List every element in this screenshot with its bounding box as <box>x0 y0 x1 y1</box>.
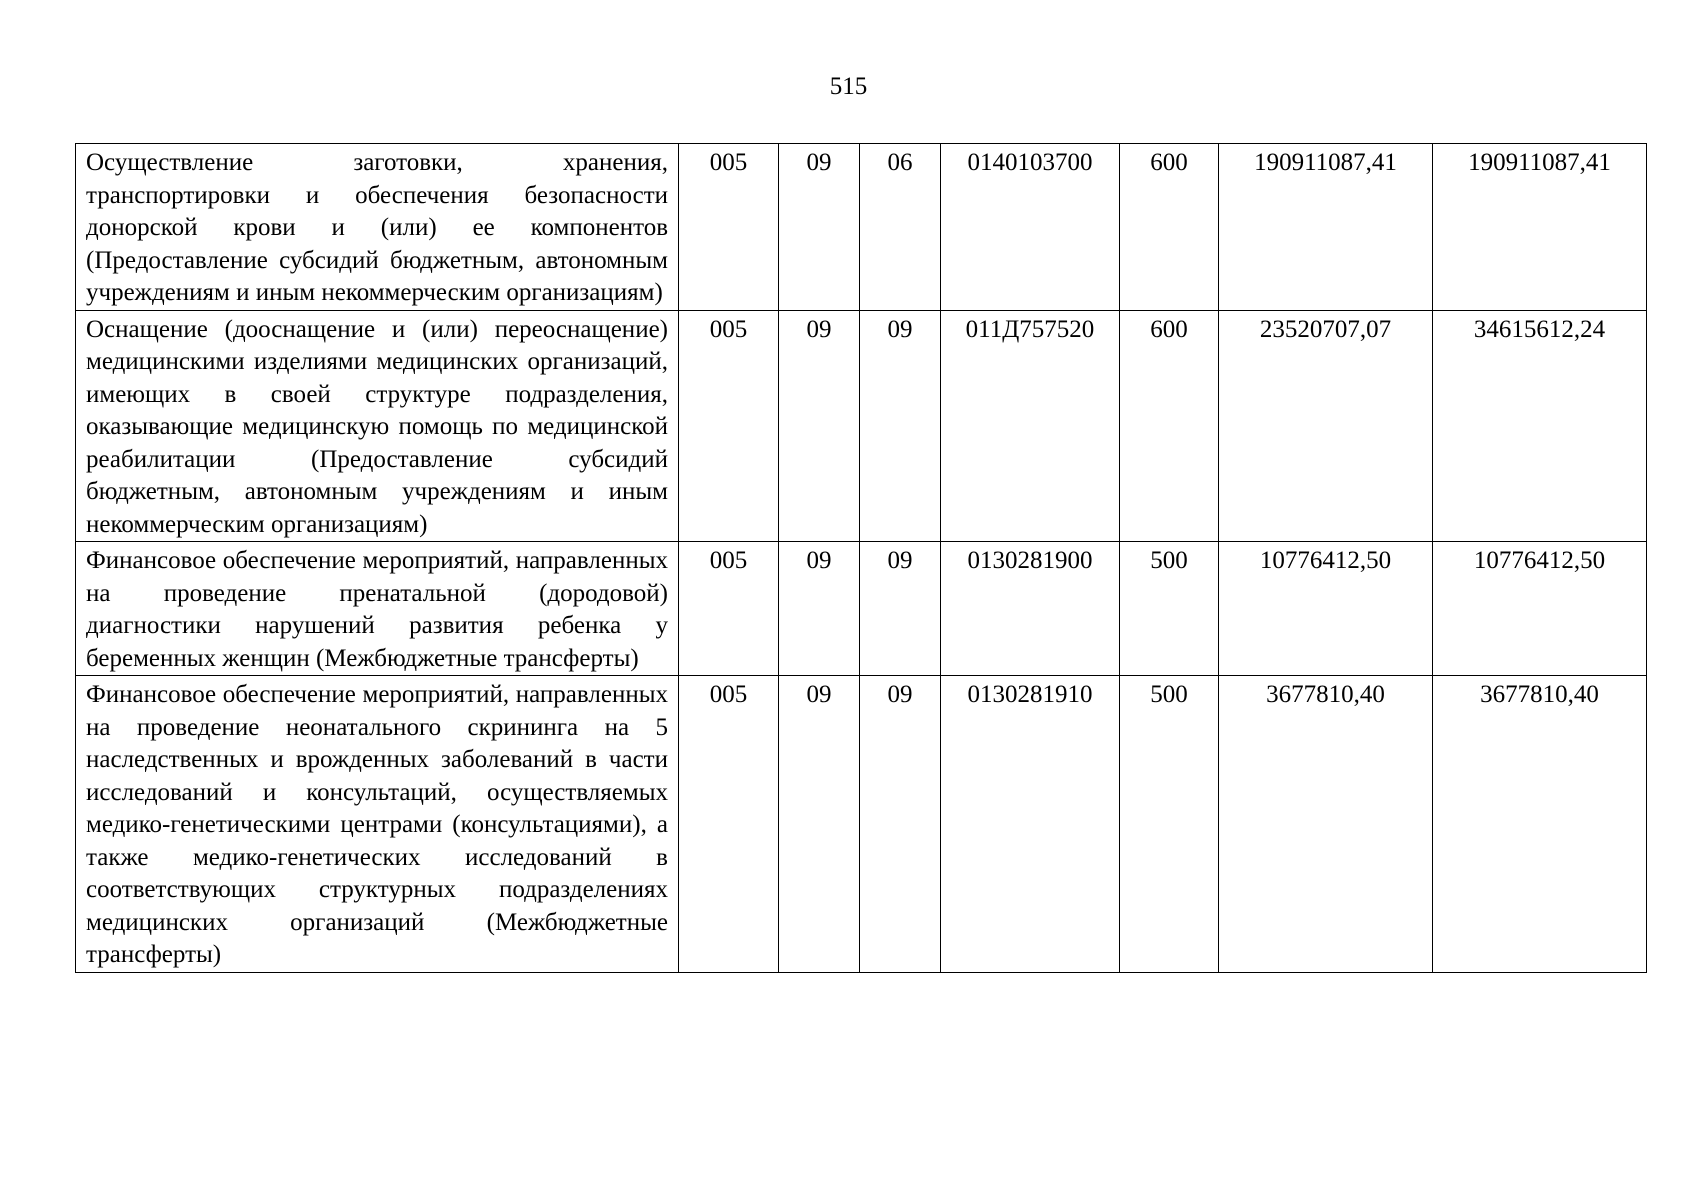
expense-type-code-cell: 500 <box>1120 676 1219 973</box>
subsection-code-cell: 09 <box>860 542 941 676</box>
table-row <box>76 542 1647 676</box>
expense-type-code-cell: 600 <box>1120 310 1219 542</box>
section-code-cell: 09 <box>779 542 860 676</box>
target-article-code-cell: 0130281910 <box>941 676 1120 973</box>
table-row <box>76 676 1647 973</box>
section-code-cell: 09 <box>779 676 860 973</box>
amount-second-cell: 3677810,40 <box>1433 676 1647 973</box>
ved-code-cell: 005 <box>679 144 779 311</box>
target-article-code-cell: 0140103700 <box>941 144 1120 311</box>
section-code-cell: 09 <box>779 310 860 542</box>
expense-type-code-cell: 600 <box>1120 144 1219 311</box>
amount-first-cell: 10776412,50 <box>1219 542 1433 676</box>
table-row <box>76 310 1647 542</box>
ved-code-cell: 005 <box>679 310 779 542</box>
amount-second-cell: 10776412,50 <box>1433 542 1647 676</box>
ved-code-cell: 005 <box>679 676 779 973</box>
amount-first-cell: 190911087,41 <box>1219 144 1433 311</box>
section-code-cell: 09 <box>779 144 860 311</box>
subsection-code-cell: 09 <box>860 310 941 542</box>
amount-second-cell: 34615612,24 <box>1433 310 1647 542</box>
budget-table <box>75 143 1647 973</box>
expense-type-code-cell: 500 <box>1120 542 1219 676</box>
amount-first-cell: 3677810,40 <box>1219 676 1433 973</box>
subsection-code-cell: 09 <box>860 676 941 973</box>
ved-code-cell: 005 <box>679 542 779 676</box>
target-article-code-cell: 011Д757520 <box>941 310 1120 542</box>
row-name-cell: Оснащение (дооснащение и (или) переоснащение) медицинскими изделиями медицинских организаций, имеющих в своей структуре подразделения, оказывающие медицинскую помощь по медицинской реабилитации (Предоставление субсидий бюджетным, автономным учреждениям и иным некоммерческим организациям) <box>76 310 679 542</box>
row-name-cell: Финансовое обеспечение мероприятий, направленных на проведение пренатальной (дородовой) диагностики нарушений развития ребенка у беременных женщин (Межбюджетные трансферты) <box>76 542 679 676</box>
page-number: 515 <box>829 73 868 100</box>
row-name-cell: Финансовое обеспечение мероприятий, направленных на проведение неонатального скрининга на 5 наследственных и врожденных заболеваний в части исследований и консультаций, осуществляемых медико-генетическими центрами (консультациями), а также медико-генетических исследований в соответствующих структурных подразделениях медицинских организаций (Межбюджетные трансферты) <box>76 676 679 973</box>
amount-second-cell: 190911087,41 <box>1433 144 1647 311</box>
subsection-code-cell: 06 <box>860 144 941 311</box>
amount-first-cell: 23520707,07 <box>1219 310 1433 542</box>
table-row <box>76 144 1647 311</box>
row-name-cell: Осуществление заготовки, хранения, транспортировки и обеспечения безопасности донорской крови и (или) ее компонентов (Предоставление субсидий бюджетным, автономным учреждениям и иным некоммерческим организациям) <box>76 144 679 311</box>
target-article-code-cell: 0130281900 <box>941 542 1120 676</box>
